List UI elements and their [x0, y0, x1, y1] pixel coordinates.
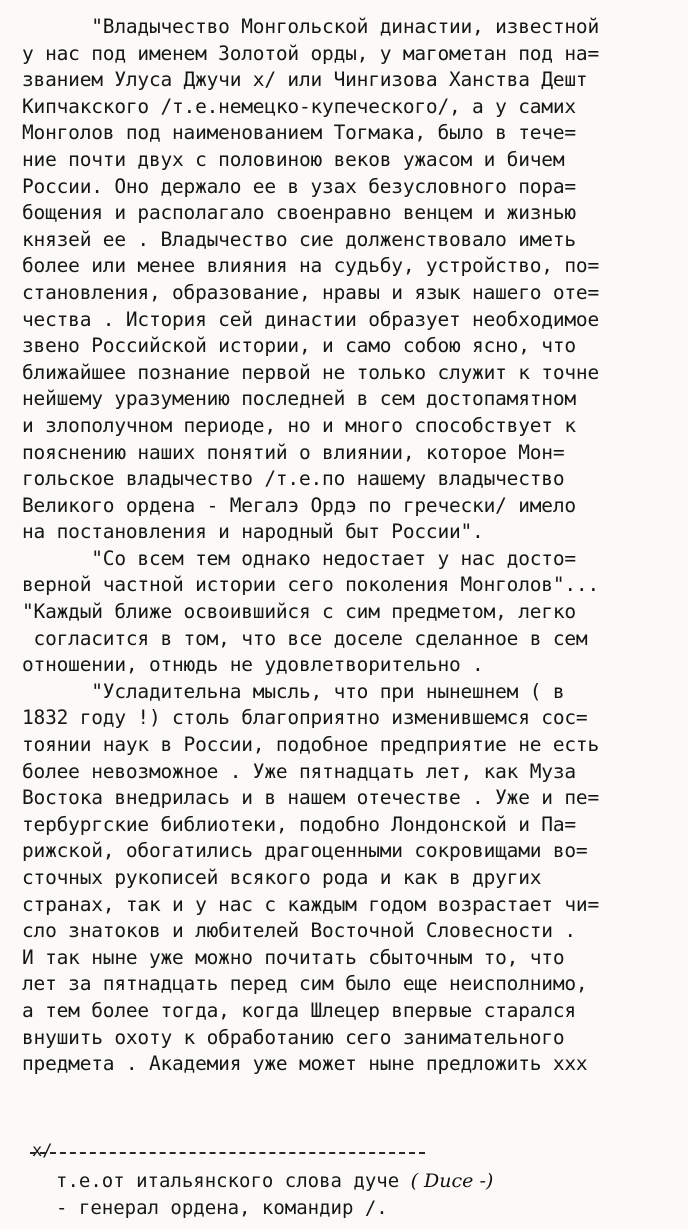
footnote-line-1 — [56, 1168, 493, 1195]
text-line: отношении, отнюдь не удовлетворительно . — [22, 653, 484, 677]
footnotes — [56, 1168, 493, 1222]
text-line: Великого ордена - Мегалэ Ордэ по гречески/ имело — [22, 493, 576, 517]
footnote-text: - генерал ордена, командир /. — [56, 1197, 388, 1219]
text-line: становления, образование, нравы и язык нашего оте= — [22, 280, 599, 304]
text-line: званием Улуса Джучи х/ или Чингизова Ханства Дешт — [22, 68, 588, 92]
text-line: 1832 году !) столь благоприятно изменившемся сос= — [22, 706, 588, 730]
text-line: и злополучном периоде, но и много способствует к — [22, 413, 576, 437]
text-line: Востока внедрилась и в нашем отечестве . Уже и пе= — [22, 786, 599, 810]
text-line: пояснению наших понятий о влиянии, которое Мон= — [22, 440, 565, 464]
handwritten-annotation: ( Duce -) — [410, 1170, 494, 1192]
text-line: внушить охоту к обработанию сего занимательного — [22, 1025, 565, 1049]
text-line: чества . История сей династии образует необходимое — [22, 307, 599, 331]
text-line: нейшему уразумению последней в сем достопамятном — [22, 387, 576, 411]
text-line: И так ныне уже можно почитать сбыточным то, что — [22, 945, 565, 969]
text-line: согласится в том, что все доселе сделанное в сем — [22, 626, 588, 650]
text-line: на постановления и народный быт России". — [22, 520, 484, 544]
text-line: тоянии наук в России, подобное предприятие не есть — [22, 733, 599, 757]
text-line: звено Российской истории, и само собою ясно, что — [22, 334, 576, 358]
text-line: лет за пятнадцать перед сим было еще неисполнимо, — [22, 972, 588, 996]
text-line: у нас под именем Золотой орды, у магометан под на= — [22, 41, 599, 65]
text-line: рижской, обогатились драгоценными сокровищами во= — [22, 839, 588, 863]
text-line: сло знатоков и любителей Восточной Словесности . — [22, 919, 576, 943]
footnote-separator — [30, 1152, 425, 1154]
text-line: "Усладительна мысль, что при нынешнем ( в — [22, 679, 565, 703]
text-line: тербургские библиотеки, подобно Лондонской и Па= — [22, 812, 576, 836]
text-line: Монголов под наименованием Тогмака, было в тече= — [22, 121, 576, 145]
footnote-line-2 — [56, 1195, 493, 1222]
text-line: странах, так и у нас с каждым годом возрастает чи= — [22, 892, 599, 916]
text-line: более или менее влияния на судьбу, устройство, по= — [22, 254, 599, 278]
footnote-marker: х/ — [32, 1141, 53, 1161]
text-line: Кипчакского /т.е.немецко-купеческого/, а у самих — [22, 94, 576, 118]
text-line: "Владычество Монгольской династии, известной — [22, 15, 599, 38]
text-line: "Со всем тем однако недостает у нас досто= — [22, 546, 576, 570]
text-line: России. Оно держало ее в узах безусловного пора= — [22, 174, 576, 198]
text-line: ние почти двух с половиною веков ужасом и бичем — [22, 147, 565, 171]
text-line: гольское владычество /т.е.по нашему владычество — [22, 467, 565, 491]
text-line: "Каждый ближе освоившийся с сим предметом, легко — [22, 600, 576, 624]
text-line: князей ее . Владычество сие долженствовало иметь — [22, 227, 576, 251]
text-line: а тем более тогда, когда Шлецер впервые старался — [22, 998, 576, 1022]
text-line: сточных рукописей всякого рода и как в других — [22, 866, 542, 889]
text-line: ближайшее познание первой не только служит к точне — [22, 360, 599, 384]
body-text — [22, 14, 682, 1078]
text-line: более невозможное . Уже пятнадцать лет, как Муза — [22, 759, 576, 783]
text-line: бощения и располагало своенравно венцем и жизнью — [22, 201, 576, 225]
text-line: предмета . Академия уже может ныне предложить ххх — [22, 1052, 588, 1076]
footnote-text: т.е.от итальянского слова дуче — [56, 1170, 411, 1192]
text-line: верной частной истории сего поколения Монголов"... — [22, 573, 599, 597]
